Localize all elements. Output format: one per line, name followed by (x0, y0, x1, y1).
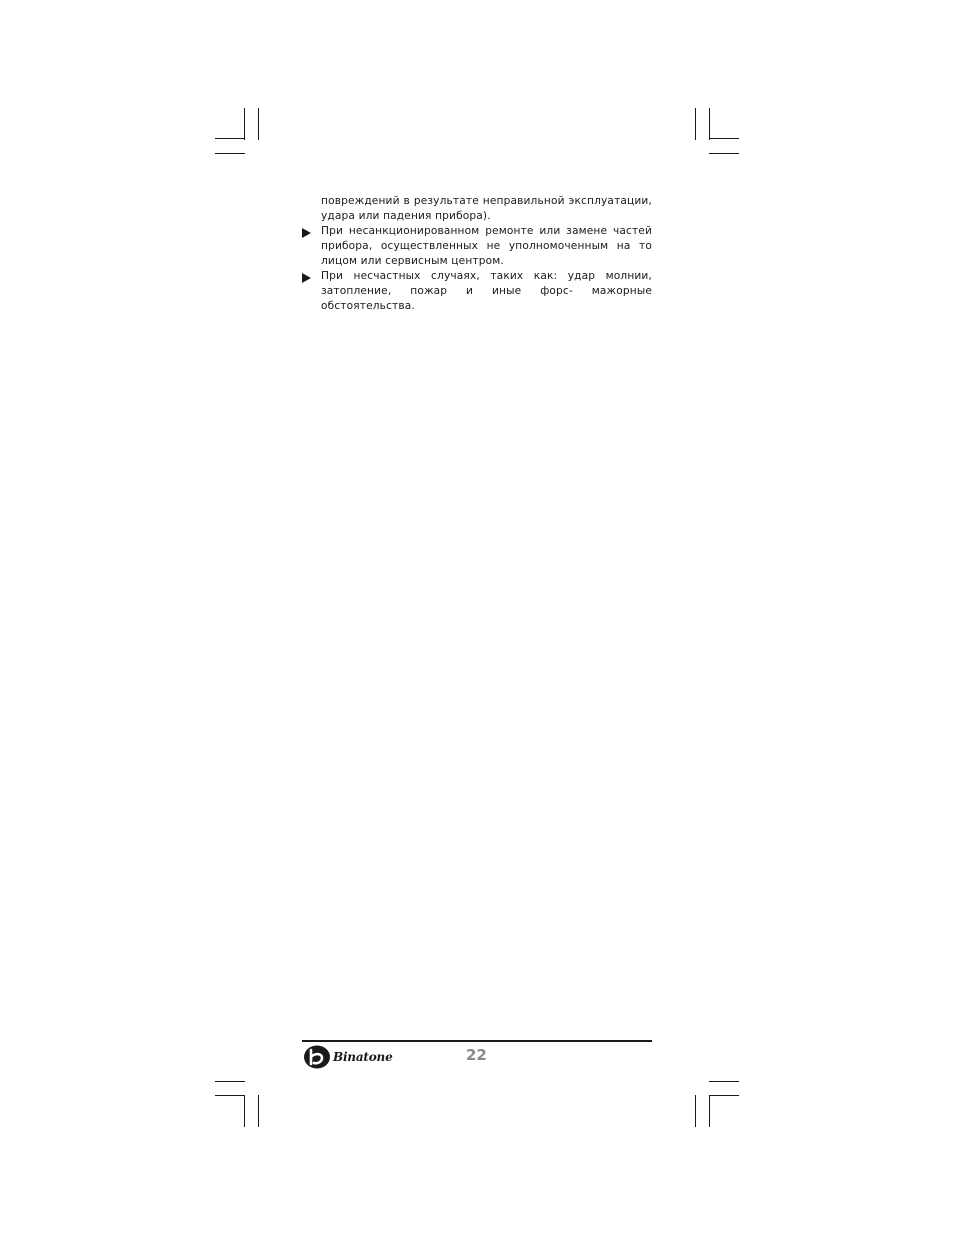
footer-divider (302, 1040, 652, 1042)
crop-mark (215, 138, 245, 139)
page-number: 22 (466, 1046, 487, 1064)
crop-mark (244, 108, 245, 140)
crop-mark (695, 1095, 696, 1127)
crop-mark (709, 138, 739, 139)
binatone-logo-icon (303, 1045, 331, 1069)
crop-mark (709, 108, 710, 140)
crop-mark (215, 1095, 245, 1096)
bullet-text: При несчастных случаях, таких как: удар молнии, затопление, пожар и иные форс- мажорные обстоятельства. (321, 270, 652, 312)
crop-mark (215, 153, 245, 154)
crop-mark (709, 1095, 710, 1127)
paragraph-continuation (302, 194, 652, 224)
crop-mark (709, 1081, 739, 1082)
bullet-text: При несанкционированном ремонте или замене частей прибора, осуществленных не уполномоченным на то лицом или сервисным центром. (321, 225, 652, 267)
triangle-bullet-icon (302, 273, 311, 283)
document-body (302, 194, 652, 314)
crop-mark (709, 153, 739, 154)
crop-mark (258, 108, 259, 140)
crop-mark (258, 1095, 259, 1127)
crop-mark (709, 1095, 739, 1096)
crop-mark (695, 108, 696, 140)
bullet-item (302, 224, 652, 269)
crop-mark (215, 1081, 245, 1082)
triangle-bullet-icon (302, 228, 311, 238)
crop-mark (244, 1095, 245, 1127)
brand-name: Binatone (333, 1050, 393, 1064)
paragraph-text: повреждений в результате неправильной эксплуатации, удара или падения прибора). (321, 195, 652, 222)
bullet-item (302, 269, 652, 314)
binatone-logo (303, 1045, 393, 1069)
